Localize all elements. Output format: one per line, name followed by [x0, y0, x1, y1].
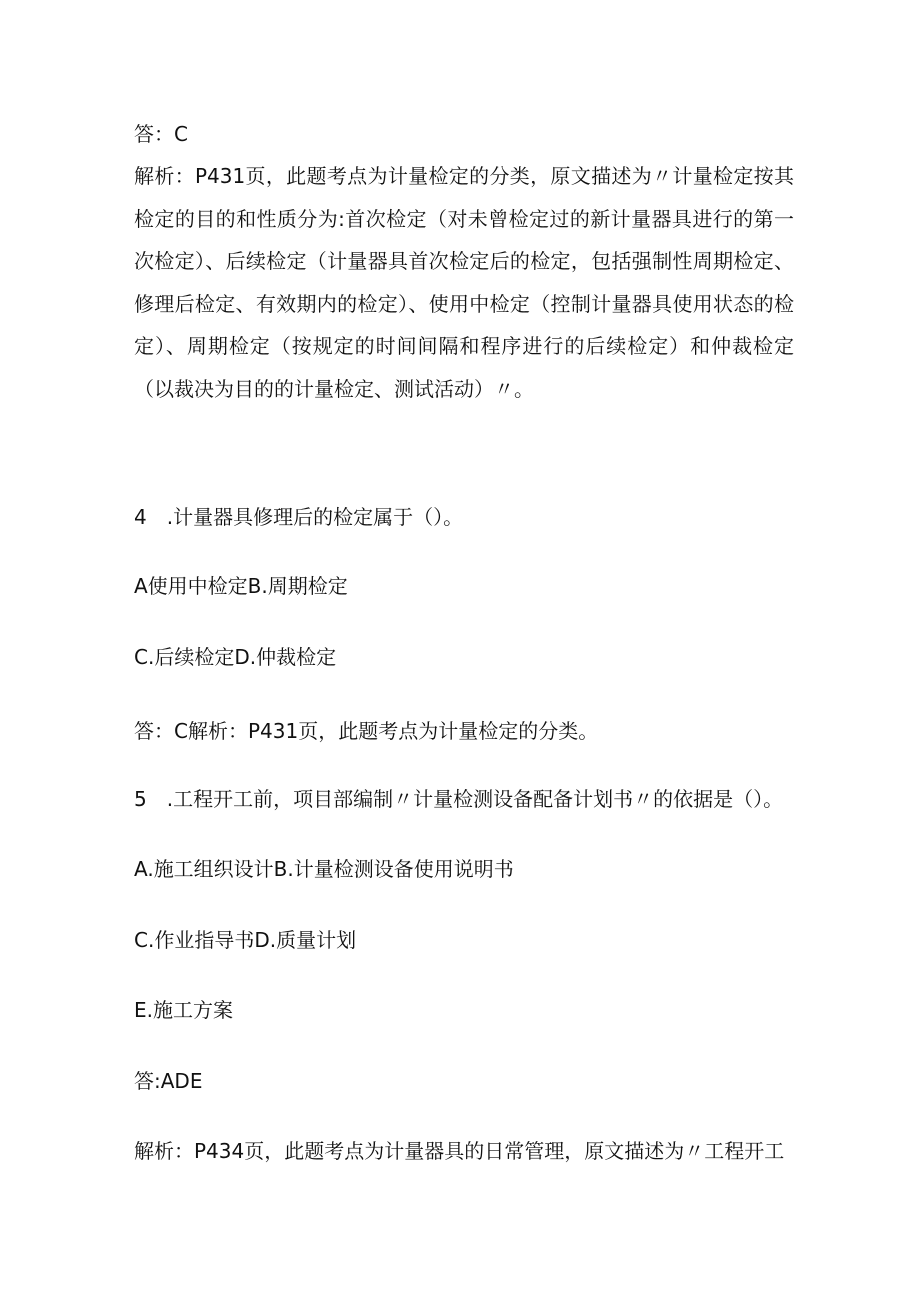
q5-answer: 答:ADE — [134, 1069, 203, 1093]
q4-options-ab: A使用中检定B.周期检定 — [134, 574, 348, 598]
q4-question: 4 .计量器具修理后的检定属于（）。 — [134, 505, 464, 529]
q3-analysis: 解析：P431页，此题考点为计量检定的分类，原文描述为〃计量检定按其检定的目的和性质分为:首次检定（对未曾检定过的新计量器具进行的第一次检定）、后续检定（计量器具首次检定后的检定，包括强制性周期检定、修理后检定、有效期内的检定）、使用中检定（控制计量器具使用状态的检定）、周期检定（按规定的时间间隔和程序进行的后续检定）和仲裁检定（以裁决为目的的计量检定、测试活动）〃。 — [134, 164, 794, 401]
q4-answer: 答：C解析：P431页，此题考点为计量检定的分类。 — [134, 719, 599, 743]
q5-options-ab: A.施工组织设计B.计量检测设备使用说明书 — [134, 857, 514, 881]
q5-options-cd: C.作业指导书D.质量计划 — [134, 928, 357, 952]
q3-answer: 答：C — [134, 122, 188, 146]
q5-option-e: E.施工方案 — [134, 998, 233, 1022]
q5-analysis: 解析：P434页，此题考点为计量器具的日常管理，原文描述为〃工程开工 — [134, 1139, 785, 1163]
q4-options-cd: C.后续检定D.仲裁检定 — [134, 645, 337, 669]
q5-question: 5 .工程开工前，项目部编制〃计量检测设备配备计划书〃的依据是（）。 — [134, 787, 784, 811]
